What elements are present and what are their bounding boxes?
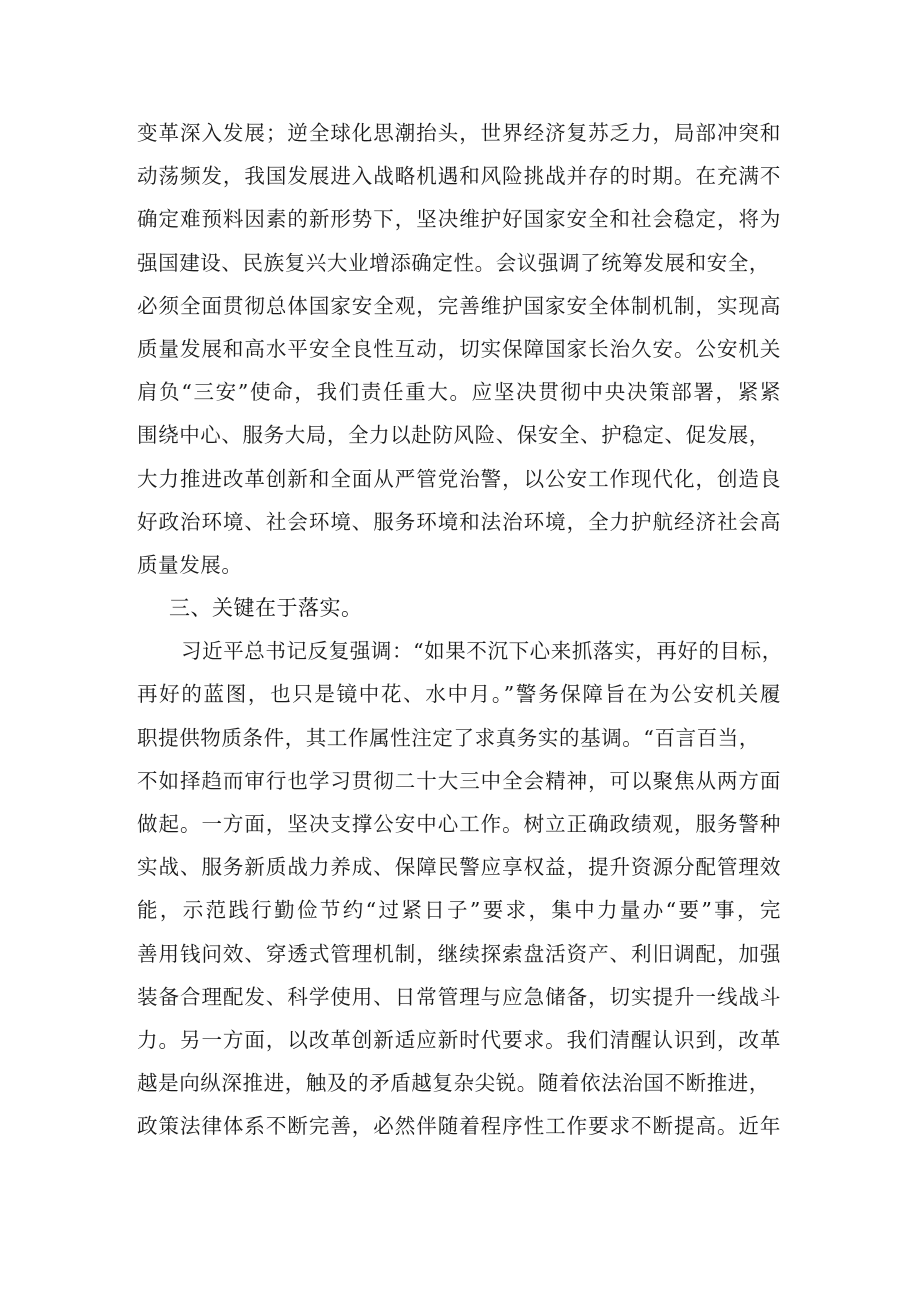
text-line: 力。另一方面，以改革创新适应新时代要求。我们清醒认识到，改革 — [137, 1027, 781, 1052]
text-line: 围绕中心、服务大局，全力以赴防风险、保安全、护稳定、促发展， — [137, 423, 770, 448]
text-line: 质量发展和高水平安全良性互动，切实保障国家长治久安。公安机关 — [137, 336, 781, 361]
text-line: 装备合理配发、科学使用、日常管理与应急储备，切实提升一线战斗 — [137, 984, 781, 1009]
text-line: 做起。一方面，坚决支撑公安中心工作。树立正确政绩观，服务警种 — [137, 812, 781, 836]
text-line: 政策法律体系不断完善，必然伴随着程序性工作要求不断提高。近年 — [137, 1114, 781, 1139]
paragraph-implementation — [137, 630, 797, 1148]
text-line: 不如择趋而审行也学习贯彻二十大三中全会精神，可以聚焦从两方面 — [137, 768, 781, 793]
text-line: 习近平总书记反复强调：“如果不沉下心来抓落实，再好的目标， — [181, 639, 783, 664]
text-line: 善用钱问效、穿透式管理机制，继续探索盘活资产、利旧调配，加强 — [137, 941, 781, 966]
text-line: 动荡频发，我国发展进入战略机遇和风险挑战并存的时期。在充满不 — [137, 164, 781, 189]
section-heading: 三、关键在于落实。 — [169, 596, 363, 621]
text-line: 质量发展。 — [137, 552, 243, 577]
text-line: 好政治环境、社会环境、服务环境和法治环境，全力护航经济社会高 — [137, 509, 781, 534]
text-line: 实战、服务新质战力养成、保障民警应享权益，提升资源分配管理效 — [137, 855, 781, 880]
text-line: 变革深入发展；逆全球化思潮抬头，世界经济复苏乏力，局部冲突和 — [137, 121, 781, 145]
text-line: 大力推进改革创新和全面从严管党治警，以公安工作现代化，创造良 — [137, 466, 781, 491]
text-line: 确定难预料因素的新形势下，坚决维护好国家安全和社会稳定，将为 — [137, 207, 781, 232]
text-line: 必须全面贯彻总体国家安全观，完善维护国家安全体制机制，实现高 — [137, 293, 781, 318]
text-line: 再好的蓝图，也只是镜中花、水中月。”警务保障旨在为公安机关履 — [137, 682, 781, 707]
text-line: 越是向纵深推进，触及的矛盾越复杂尖锐。随着依法治国不断推进， — [137, 1071, 770, 1096]
text-line: 强国建设、民族复兴大业增添确定性。会议强调了统筹发展和安全， — [137, 250, 770, 275]
text-line: 职提供物质条件，其工作属性注定了求真务实的基调。“百言百当， — [137, 725, 760, 750]
text-line: 能，示范践行勤俭节约“过紧日子”要求，集中力量办“要”事，完 — [137, 898, 781, 923]
document-body — [137, 112, 797, 1149]
text-line: 肩负“三安”使命，我们责任重大。应坚决贯彻中央决策部署，紧紧 — [137, 380, 781, 405]
paragraph-national-security — [137, 112, 797, 587]
